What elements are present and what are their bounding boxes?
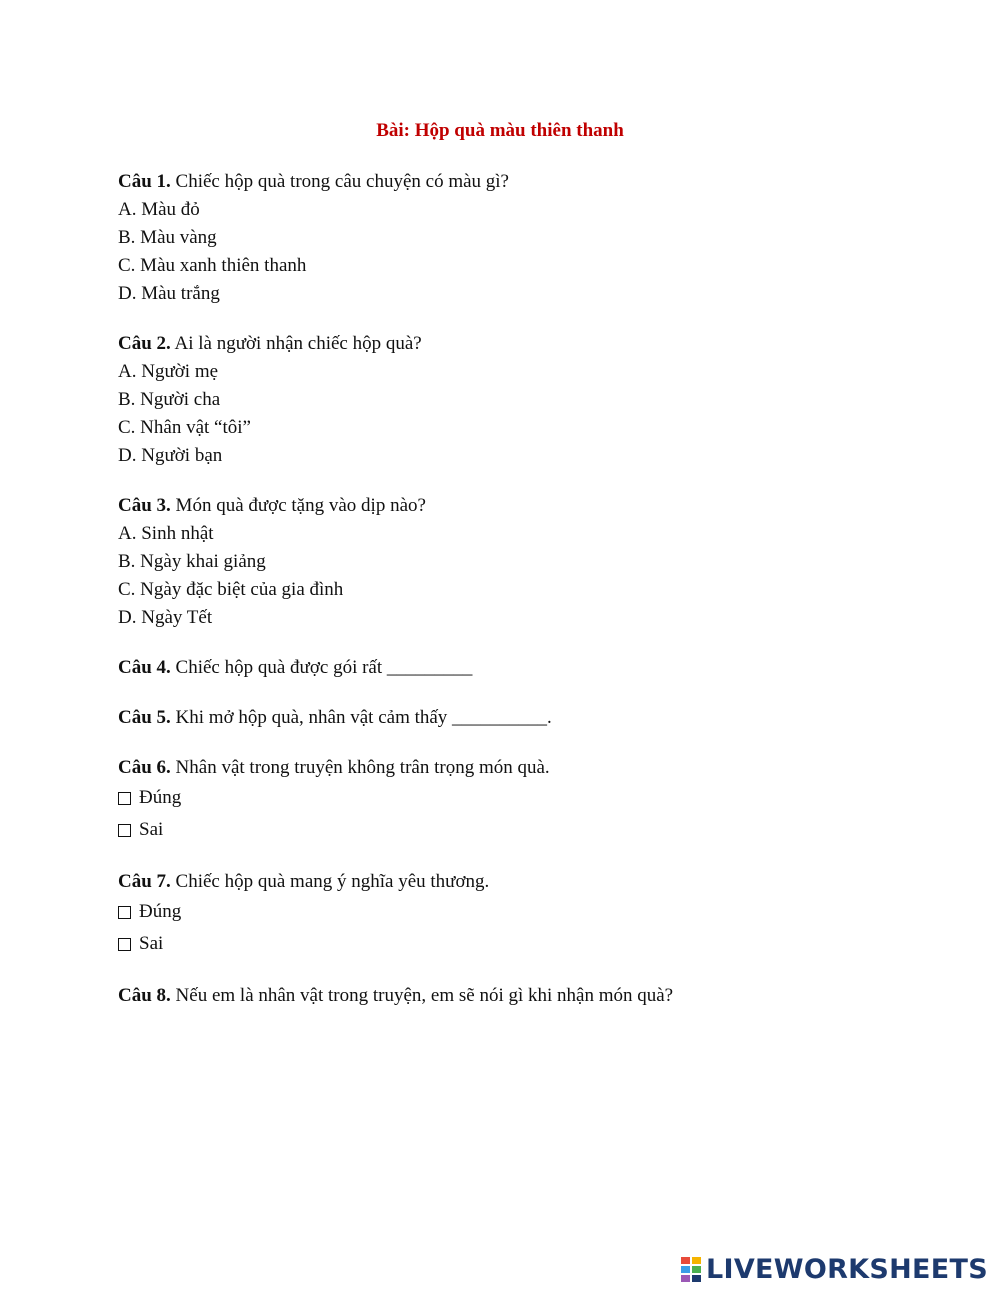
question-number: Câu 2. (118, 333, 171, 354)
choice-false[interactable] (118, 928, 918, 960)
question-stem (118, 492, 918, 520)
choice-label: Đúng (139, 901, 182, 922)
question-5 (118, 704, 918, 732)
choice-label: Sai (139, 933, 164, 954)
checkbox-icon[interactable] (118, 792, 131, 805)
question-stem[interactable] (118, 704, 918, 732)
question-stem (118, 168, 918, 196)
option-c[interactable]: C. Màu xanh thiên thanh (118, 255, 307, 276)
question-number: Câu 8. (118, 985, 171, 1006)
question-1 (118, 168, 918, 308)
logo-text: LIVEWORKSHEETS (705, 1253, 988, 1285)
choice-label: Sai (139, 819, 164, 840)
question-list (118, 168, 918, 1032)
liveworksheets-logo (680, 1252, 988, 1286)
option-b[interactable]: B. Người cha (118, 389, 221, 410)
question-stem (118, 754, 918, 782)
option-a[interactable]: A. Màu đỏ (118, 199, 200, 220)
worksheet-title: Bài: Hộp quà màu thiên thanh (376, 120, 624, 141)
option-d[interactable]: D. Người bạn (118, 445, 223, 466)
option-a[interactable]: A. Sinh nhật (118, 523, 214, 544)
choice-label: Đúng (139, 787, 182, 808)
question-text: Chiếc hộp quà trong câu chuyện có màu gì? (170, 171, 509, 192)
question-text: Ai là người nhận chiếc hộp quà? (170, 333, 422, 354)
question-stem (118, 330, 918, 358)
question-stem[interactable] (118, 654, 918, 682)
option-d[interactable]: D. Ngày Tết (118, 607, 213, 628)
question-text: Chiếc hộp quà mang ý nghĩa yêu thương. (170, 871, 490, 892)
question-stem (118, 868, 918, 896)
question-8 (118, 982, 918, 1010)
question-number: Câu 5. (118, 707, 171, 728)
choice-true[interactable] (118, 896, 918, 928)
checkbox-icon[interactable] (118, 906, 131, 919)
checkbox-icon[interactable] (118, 824, 131, 837)
question-number: Câu 7. (118, 871, 171, 892)
question-text: Nhân vật trong truyện không trân trọng món quà. (170, 757, 550, 778)
choice-false[interactable] (118, 814, 918, 846)
question-7 (118, 868, 918, 960)
question-stem (118, 982, 918, 1010)
question-6 (118, 754, 918, 846)
option-b[interactable]: B. Ngày khai giảng (118, 551, 266, 572)
checkbox-icon[interactable] (118, 938, 131, 951)
question-3 (118, 492, 918, 632)
question-number: Câu 1. (118, 171, 171, 192)
option-b[interactable]: B. Màu vàng (118, 227, 217, 248)
option-d[interactable]: D. Màu trắng (118, 283, 220, 304)
question-number: Câu 4. (118, 657, 171, 678)
question-4 (118, 654, 918, 682)
question-text: Khi mở hộp quà, nhân vật cảm thấy __________. (170, 707, 552, 728)
choice-true[interactable] (118, 782, 918, 814)
question-text: Món quà được tặng vào dịp nào? (170, 495, 426, 516)
option-a[interactable]: A. Người mẹ (118, 361, 219, 382)
option-c[interactable]: C. Nhân vật “tôi” (118, 417, 251, 438)
question-number: Câu 6. (118, 757, 171, 778)
question-2 (118, 330, 918, 470)
option-c[interactable]: C. Ngày đặc biệt của gia đình (118, 579, 344, 600)
question-text: Nếu em là nhân vật trong truyện, em sẽ nói gì khi nhận món quà? (170, 985, 674, 1006)
question-number: Câu 3. (118, 495, 171, 516)
question-text: Chiếc hộp quà được gói rất _________ (170, 657, 473, 678)
liveworksheets-logo-icon (680, 1255, 702, 1283)
